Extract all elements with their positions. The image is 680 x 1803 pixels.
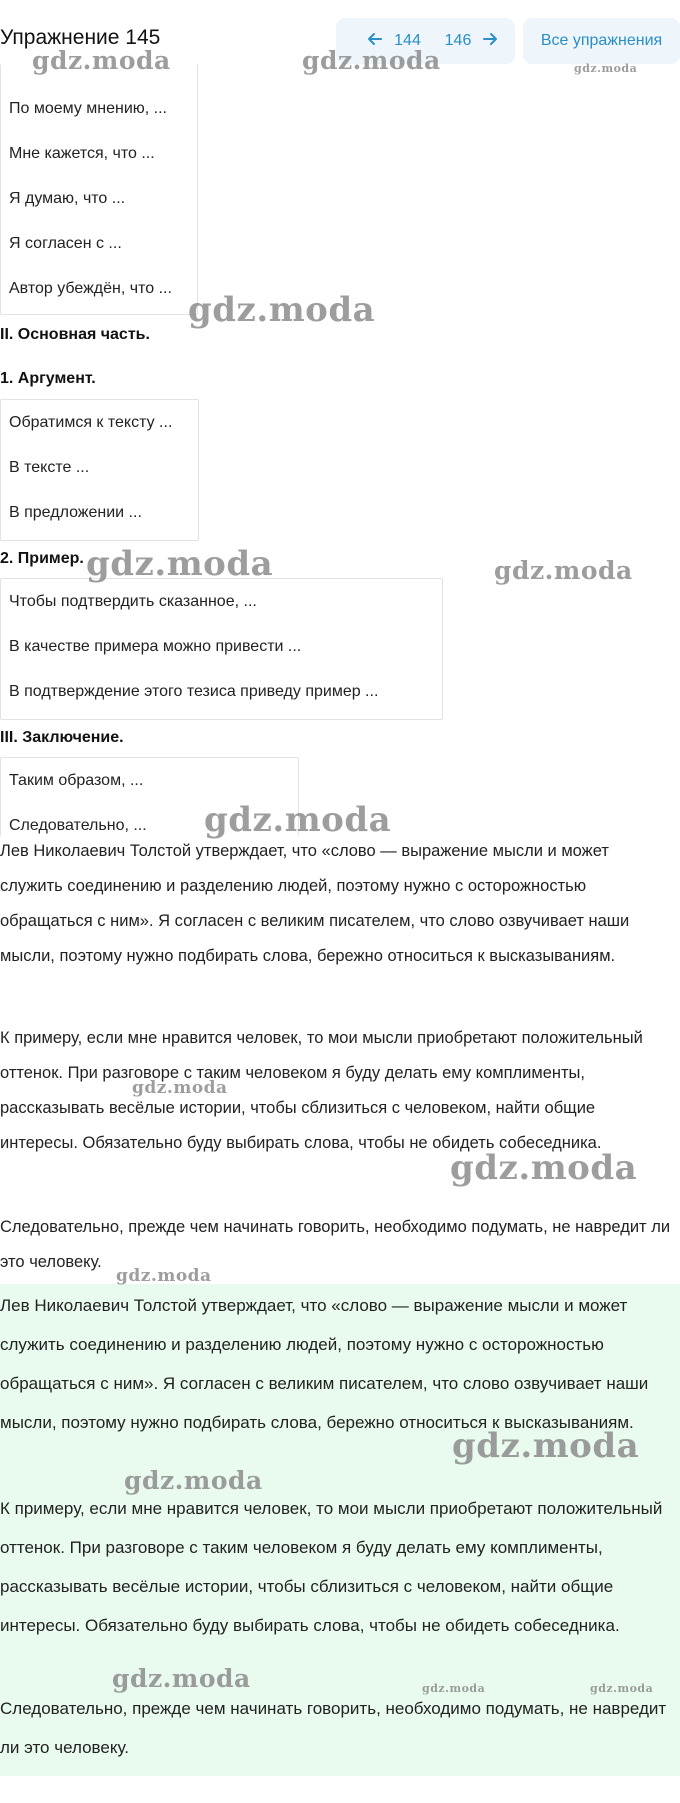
list-item: Мне кажется, что ... [9, 145, 155, 162]
list-item: Таким образом, ... [9, 772, 144, 789]
watermark: gdz.moda [204, 800, 392, 840]
next-exercise-label: 146 [444, 32, 472, 49]
answer-paragraph: К примеру, если мне нравится человек, то мои мысли приобретают положительный оттенок. При разговоре с таким человеком я буду делать ему комплименты, рассказывать весёлые истории, чтобы сблизиться с человеком, найти общие интересы. Обязательно буду выбирать слова, чтобы не обидеть собеседника. [0, 1029, 643, 1152]
watermark: gdz.moda [188, 290, 376, 330]
watermark: gdz.moda [574, 62, 638, 75]
page-title: Упражнение 145 [0, 26, 161, 49]
list-item: По моему мнению, ... [9, 100, 167, 117]
example-heading: 2. Пример. [0, 550, 84, 567]
list-item: Я думаю, что ... [9, 190, 126, 207]
list-item: Обратимся к тексту ... [9, 414, 173, 431]
watermark: gdz.moda [32, 46, 171, 75]
answer-paragraph: К примеру, если мне нравится человек, то мои мысли приобретают положительный оттенок. При разговоре с таким человеком я буду делать ему комплименты, рассказывать весёлые истории, чтобы сблизиться с человеком, найти общие интересы. Обязательно буду выбирать слова, чтобы не обидеть собеседника. [0, 1499, 663, 1635]
list-item: Я согласен с ... [9, 235, 122, 252]
all-exercises-button[interactable]: Все упражнения [523, 18, 680, 64]
list-item: Следовательно, ... [9, 817, 147, 834]
list-item: Чтобы подтвердить сказанное, ... [9, 593, 257, 610]
watermark: gdz.moda [494, 556, 633, 585]
main-part-heading: II. Основная часть. [0, 326, 150, 343]
watermark: gdz.moda [302, 46, 441, 75]
prev-exercise-label: 144 [394, 32, 421, 49]
example-phrases-box [0, 578, 443, 720]
intro-phrases-box [0, 64, 198, 315]
answer-paragraph: Лев Николаевич Толстой утверждает, что «слово — выражение мысли и может служить соединению и разделению людей, поэтому нужно с осторожностью обращаться с ним». Я согласен с великим писателем, что слово озвучивает наши мысли, поэтому нужно подбирать слова, бережно относиться к высказываниям. [0, 842, 630, 965]
answer-paragraph: Следовательно, прежде чем начинать говорить, необходимо подумать, не навредит ли это человеку. [0, 1218, 671, 1271]
watermark: gdz.moda [452, 1426, 640, 1466]
list-item: В предложении ... [9, 504, 142, 521]
answer-paragraph: Лев Николаевич Толстой утверждает, что «слово — выражение мысли и может служить соединению и разделению людей, поэтому нужно с осторожностью обращаться с ним». Я согласен с великим писателем, что слово озвучивает наши мысли, поэтому нужно подбирать слова, бережно относиться к высказываниям. [0, 1296, 649, 1432]
argument-heading: 1. Аргумент. [0, 370, 96, 387]
watermark: gdz.moda [132, 1078, 228, 1098]
list-item: В качестве примера можно привести ... [9, 638, 302, 655]
next-exercise-button[interactable] [429, 18, 515, 64]
answer-paragraph: Следовательно, прежде чем начинать говорить, необходимо подумать, не навредит ли это человеку. [0, 1699, 667, 1757]
watermark: gdz.moda [86, 544, 274, 584]
list-item: В тексте ... [9, 459, 90, 476]
watermark: gdz.moda [124, 1466, 263, 1495]
watermark: gdz.moda [450, 1148, 638, 1188]
watermark: gdz.moda [116, 1266, 212, 1286]
watermark: gdz.moda [590, 1682, 654, 1695]
conclusion-heading: III. Заключение. [0, 729, 124, 746]
argument-phrases-box [0, 399, 199, 541]
list-item: Автор убеждён, что ... [9, 280, 172, 297]
arrow-right-icon [481, 30, 499, 53]
highlighted-answer [0, 1284, 680, 1776]
watermark: gdz.moda [112, 1664, 251, 1693]
list-item: В подтверждение этого тезиса приведу пример ... [9, 683, 379, 700]
watermark: gdz.moda [422, 1682, 486, 1695]
